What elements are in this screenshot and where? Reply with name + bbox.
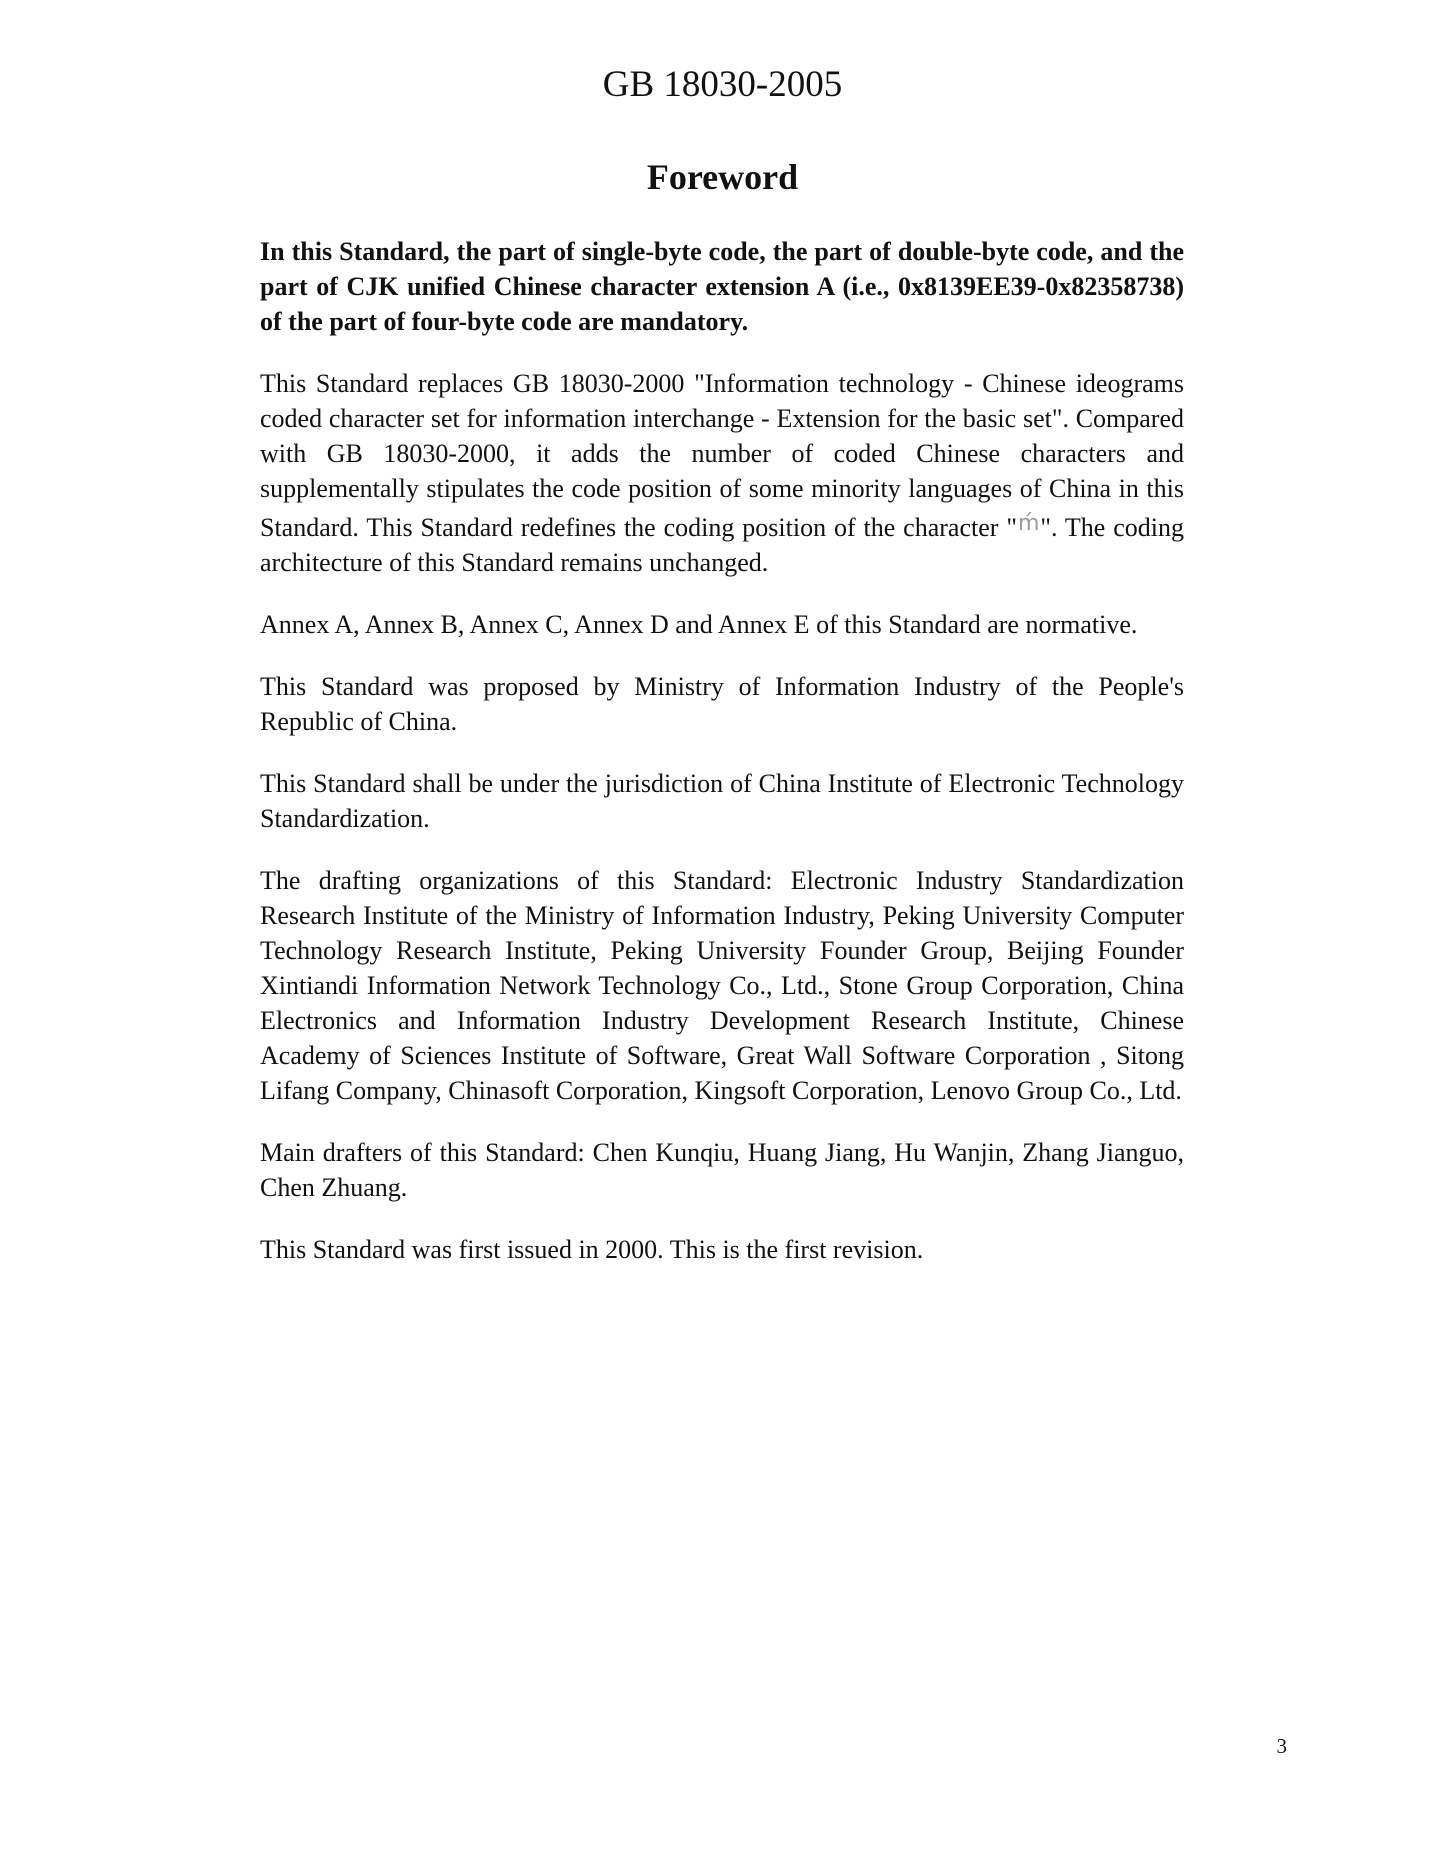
first-issued-paragraph: This Standard was first issued in 2000. This is the first revision.	[260, 1235, 924, 1264]
drafting-organizations-paragraph: The drafting organizations of this Standard: Electronic Industry Standardization Research Institute of the Ministry of Information Industry, Peking University Computer Technology Research Institute, Peking University Founder Group, Beijing Founder Xintiandi Information Network Technology Co., Ltd., Stone Group Corporation, China Electronics and Information Industry Development Research Institute, Chinese Academy of Sciences Institute of Software, Great Wall Software Corporation , Sitong Lifang Company, Chinasoft Corporation, Kingsoft Corporation, Lenovo Group Co., Ltd.	[260, 866, 1184, 1105]
document-header: GB 18030-2005	[602, 64, 843, 105]
jurisdiction-paragraph: This Standard shall be under the jurisdiction of China Institute of Electronic Technology Standardization.	[260, 769, 1184, 833]
replaces-text-part2: ". The coding architecture of this Standard remains unchanged.	[260, 513, 1184, 577]
page-title: Foreword	[646, 157, 799, 197]
foreword-body	[260, 234, 1184, 1294]
annexes-paragraph: Annex A, Annex B, Annex C, Annex D and Annex E of this Standard are normative.	[260, 610, 1138, 639]
replaces-paragraph	[260, 366, 1184, 580]
main-drafters-paragraph: Main drafters of this Standard: Chen Kunqiu, Huang Jiang, Hu Wanjin, Zhang Jianguo, Chen Zhuang.	[260, 1138, 1184, 1202]
proposed-by-paragraph: This Standard was proposed by Ministry of Information Industry of the People's Republic of China.	[260, 672, 1184, 736]
mandatory-paragraph: In this Standard, the part of single-byte code, the part of double-byte code, and the part of CJK unified Chinese character extension A (i.e., 0x8139EE39-0x82358738) of the part of four-byte code are mandatory.	[260, 237, 1184, 336]
replaces-text-part1: This Standard replaces GB 18030-2000 "Information technology - Chinese ideograms coded character set for information interchange - Extension for the basic set". Compared with GB 18030-2000, it adds the number of coded Chinese characters and supplementally stipulates the code position of some minority languages of China in this Standard. This Standard redefines the coding position of the character "	[260, 369, 1184, 542]
page-number: 3	[1276, 1734, 1287, 1758]
special-character: ḿ	[1017, 511, 1040, 536]
